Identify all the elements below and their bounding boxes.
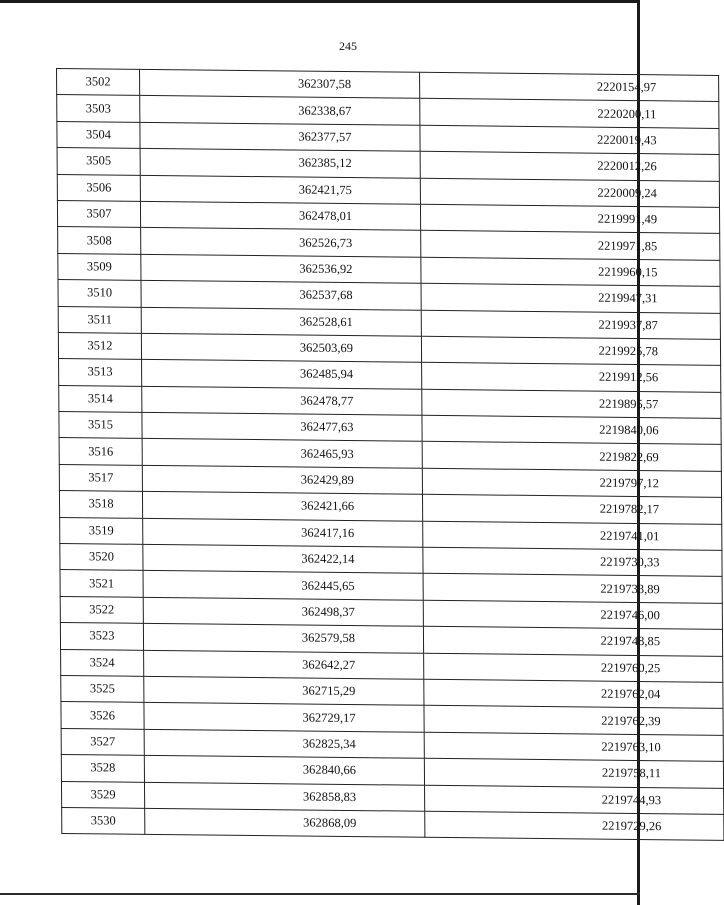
point-number-cell: 3502 [57, 69, 140, 96]
point-number-cell: 3513 [59, 359, 142, 386]
point-number-cell: 3508 [58, 227, 141, 254]
x-coordinate-cell: 362429,89 [142, 465, 422, 494]
point-number-cell: 3512 [58, 332, 141, 359]
x-coordinate-cell: 362478,01 [140, 201, 420, 230]
y-coordinate-cell: 2219947,31 [421, 283, 720, 313]
x-coordinate-cell: 362498,37 [143, 597, 423, 626]
y-coordinate-cell: 2219762,04 [424, 679, 723, 709]
y-coordinate-cell: 2219822,69 [422, 442, 721, 472]
point-number-cell: 3525 [61, 675, 144, 702]
page-number-text: 245 [339, 39, 357, 53]
y-coordinate-cell: 2219937,87 [421, 310, 720, 340]
point-number-cell: 3518 [59, 491, 142, 518]
y-coordinate-cell: 2219895,57 [422, 389, 721, 419]
x-coordinate-cell: 362526,73 [141, 228, 421, 257]
x-coordinate-cell: 362465,93 [142, 439, 422, 468]
point-number-cell: 3529 [61, 781, 144, 808]
y-coordinate-cell: 2219758,11 [424, 758, 723, 788]
coordinates-table [56, 68, 662, 840]
y-coordinate-cell: 2220012,26 [420, 151, 719, 181]
point-number-cell: 3506 [57, 174, 140, 201]
point-number-cell: 3516 [59, 438, 142, 465]
x-coordinate-cell: 362421,66 [142, 492, 422, 521]
y-coordinate-cell: 2219960,15 [421, 257, 720, 287]
y-coordinate-cell: 2219744,93 [425, 785, 724, 815]
y-coordinate-cell: 2219797,12 [422, 468, 721, 498]
x-coordinate-cell: 362417,16 [143, 518, 423, 547]
x-coordinate-cell: 362445,65 [143, 571, 423, 600]
x-coordinate-cell: 362729,17 [144, 703, 424, 732]
point-number-cell: 3511 [58, 306, 141, 333]
x-coordinate-cell: 362503,69 [141, 333, 421, 362]
point-number-cell: 3510 [58, 280, 141, 307]
scan-border-top [0, 0, 640, 3]
y-coordinate-cell: 2220154,97 [420, 72, 719, 102]
y-coordinate-cell: 2219971,85 [421, 231, 720, 261]
y-coordinate-cell: 2219746,00 [423, 600, 722, 630]
x-coordinate-cell: 362840,66 [144, 755, 424, 784]
point-number-cell: 3530 [62, 807, 145, 834]
x-coordinate-cell: 362338,67 [140, 96, 420, 125]
x-coordinate-cell: 362579,58 [143, 624, 423, 653]
point-number-cell: 3526 [61, 702, 144, 729]
point-number-cell: 3517 [59, 464, 142, 491]
y-coordinate-cell: 2219912,56 [422, 363, 721, 393]
point-number-cell: 3520 [60, 544, 143, 571]
scan-border-bottom [0, 893, 640, 895]
point-number-cell: 3523 [60, 623, 143, 650]
x-coordinate-cell: 362528,61 [141, 307, 421, 336]
x-coordinate-cell: 362422,14 [143, 544, 423, 573]
x-coordinate-cell: 362478,77 [142, 386, 422, 415]
coordinates-table-body [57, 69, 724, 841]
point-number-cell: 3527 [61, 728, 144, 755]
y-coordinate-cell: 2219760,25 [424, 653, 723, 683]
point-number-cell: 3507 [57, 200, 140, 227]
y-coordinate-cell: 2219748,85 [423, 626, 722, 656]
x-coordinate-cell: 362377,57 [140, 122, 420, 151]
x-coordinate-cell: 362307,58 [140, 69, 420, 98]
page-number [0, 39, 640, 54]
y-coordinate-cell: 2219733,89 [423, 574, 722, 604]
point-number-cell: 3505 [57, 148, 140, 175]
y-coordinate-cell: 2219991,49 [420, 204, 719, 234]
point-number-cell: 3515 [59, 412, 142, 439]
point-number-cell: 3528 [61, 755, 144, 782]
point-number-cell: 3503 [57, 95, 140, 122]
x-coordinate-cell: 362715,29 [144, 676, 424, 705]
point-number-cell: 3504 [57, 121, 140, 148]
y-coordinate-cell: 2219782,17 [422, 495, 721, 525]
x-coordinate-cell: 362825,34 [144, 729, 424, 758]
point-number-cell: 3524 [61, 649, 144, 676]
x-coordinate-cell: 362642,27 [144, 650, 424, 679]
x-coordinate-cell: 362858,83 [144, 782, 424, 811]
point-number-cell: 3514 [59, 385, 142, 412]
x-coordinate-cell: 362385,12 [140, 149, 420, 178]
y-coordinate-cell: 2219730,33 [423, 547, 722, 577]
point-number-cell: 3519 [60, 517, 143, 544]
x-coordinate-cell: 362421,75 [140, 175, 420, 204]
x-coordinate-cell: 362536,92 [141, 254, 421, 283]
y-coordinate-cell: 2219925,78 [421, 336, 720, 366]
y-coordinate-cell: 2220019,43 [420, 125, 719, 155]
x-coordinate-cell: 362485,94 [142, 360, 422, 389]
x-coordinate-cell: 362537,68 [141, 280, 421, 309]
y-coordinate-cell: 2219763,10 [424, 732, 723, 762]
y-coordinate-cell: 2219762,39 [424, 706, 723, 736]
point-number-cell: 3522 [60, 596, 143, 623]
point-number-cell: 3521 [60, 570, 143, 597]
y-coordinate-cell: 2219741,01 [423, 521, 722, 551]
x-coordinate-cell: 362477,63 [142, 412, 422, 441]
y-coordinate-cell: 2220009,24 [420, 178, 719, 208]
y-coordinate-cell: 2220200,11 [420, 99, 719, 129]
y-coordinate-cell: 2219729,26 [425, 811, 724, 841]
table-row [62, 807, 724, 840]
x-coordinate-cell: 362868,09 [145, 808, 425, 837]
point-number-cell: 3509 [58, 253, 141, 280]
y-coordinate-cell: 2219840,06 [422, 415, 721, 445]
